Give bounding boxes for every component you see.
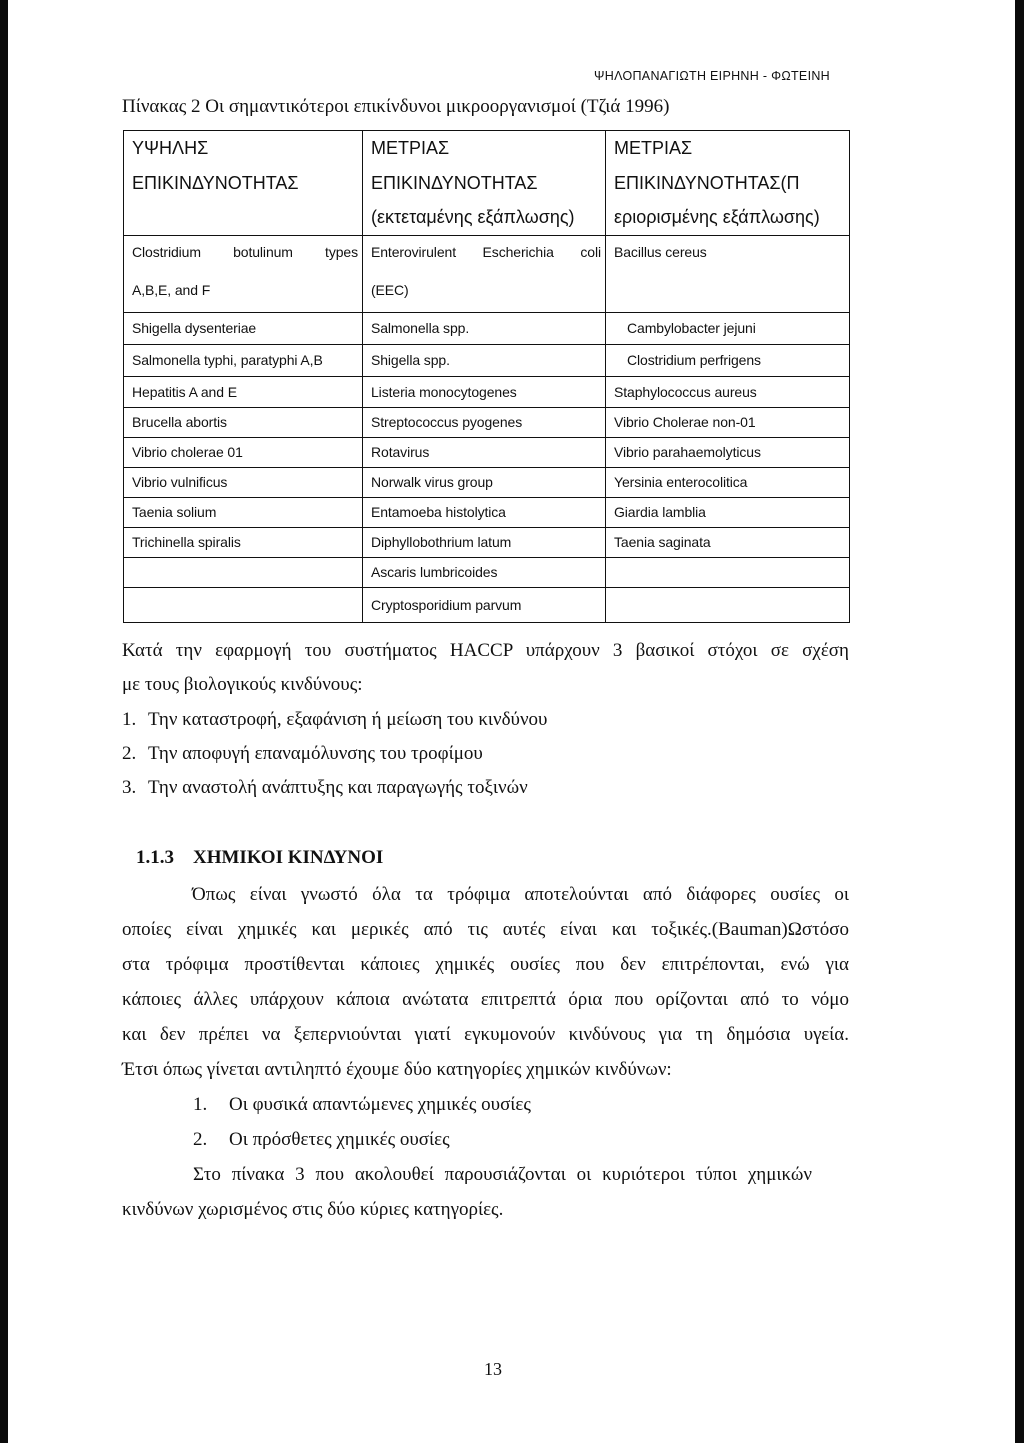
header-line: εριορισμένης εξάπλωσης): [614, 207, 820, 227]
table-cell: Vibrio vulnificus: [124, 467, 363, 497]
table-row: [124, 467, 850, 497]
header-line: ΥΨΗΛΗΣ: [132, 138, 209, 158]
table-cell: Cryptosporidium parvum: [363, 587, 606, 622]
table-cell: Hepatitis A and E: [124, 376, 363, 407]
table-cell: [606, 235, 850, 312]
paragraph-line: Όπως είναι γνωστό όλα τα τρόφιμα αποτελούνται από διάφορες ουσίες οι: [192, 883, 849, 905]
table-cell: [124, 235, 363, 312]
paragraph-line: οποίες είναι χημικές και μερικές από τις αυτές είναι και τοξικές.(Bauman)Ωστόσο: [122, 918, 849, 940]
list-text: Την αποφυγή επαναμόλυνσης του τροφίμου: [148, 742, 483, 764]
table-cell: Shigella spp.: [363, 344, 606, 376]
paragraph-line: κινδύνων χωρισμένος στις δύο κύριες κατηγορίες.: [122, 1199, 504, 1221]
table-cell: Yersinia enterocolitica: [606, 467, 850, 497]
list-number: 3.: [122, 777, 137, 799]
paragraph-line: στα τρόφιμα προστίθενται κάποιες χημικές ουσίες που δεν επιτρέπονται, ενώ για: [122, 953, 849, 975]
list-item: [122, 703, 849, 737]
section-heading: [136, 847, 383, 869]
table-row: [124, 587, 850, 622]
table-cell: Brucella abortis: [124, 407, 363, 437]
table-header-row: [124, 131, 850, 236]
table-cell: Entamoeba histolytica: [363, 497, 606, 527]
page-header-author: ΨΗΛΟΠΑΝΑΓΙΩΤΗ ΕΙΡΗΝΗ - ΦΩΤΕΙΝΗ: [594, 69, 831, 83]
section-title: ΧΗΜΙΚΟΙ ΚΙΝΔΥΝΟΙ: [193, 847, 384, 868]
header-line: ΕΠΙΚΙΝΔΥΝΟΤΗΤΑΣ: [371, 172, 538, 193]
scan-edge-right: [1015, 0, 1024, 1443]
cell-line: Bacillus cereus: [614, 243, 707, 260]
table-cell: Taenia saginata: [606, 527, 850, 557]
list-number: 1.: [193, 1094, 208, 1116]
table-row: [124, 344, 850, 376]
table-cell: Giardia lamblia: [606, 497, 850, 527]
table-cell: Staphylococcus aureus: [606, 376, 850, 407]
list-number: 1.: [122, 708, 137, 730]
paragraph-line: κάποιες άλλες υπάρχουν κάποια ανώτατα επιτρεπτά όρια που ορίζονται από το νόμο: [122, 988, 849, 1010]
table-cell: [606, 587, 850, 622]
paragraph-line: Έτσι όπως γίνεται αντιληπτό έχουμε δύο κατηγορίες χημικών κινδύνων:: [122, 1058, 672, 1080]
table-cell: Salmonella typhi, paratyphi A,B: [124, 344, 363, 376]
section-body: [122, 877, 849, 1228]
list-number: 2.: [193, 1129, 208, 1151]
header-line: ΕΠΙΚΙΝΔΥΝΟΤΗΤΑΣ(Π: [614, 172, 800, 193]
list-item: [122, 737, 849, 771]
header-high-risk: [124, 131, 363, 236]
table-cell: Salmonella spp.: [363, 312, 606, 344]
list-text: Την αναστολή ανάπτυξης και παραγωγής τοξινών: [148, 777, 528, 799]
table-row: [124, 437, 850, 467]
cell-lines: [132, 233, 360, 309]
list-number: 2.: [122, 742, 137, 764]
header-line: ΕΠΙΚΙΝΔΥΝΟΤΗΤΑΣ: [132, 172, 299, 193]
paragraph-line: με τους βιολογικούς κινδύνους:: [122, 674, 363, 696]
paragraph-line: Κατά την εφαρμογή του συστήματος HACCP υπάρχουν 3 βασικοί στόχοι σε σχέση: [122, 640, 849, 661]
table-cell: [124, 557, 363, 587]
table-cell: Rotavirus: [363, 437, 606, 467]
scan-edge-left: [0, 0, 8, 1443]
list-item: [122, 1087, 849, 1122]
list-text: Την καταστροφή, εξαφάνιση ή μείωση του κινδύνου: [148, 708, 548, 730]
cell-line: A,B,E, and F: [132, 281, 211, 298]
section-number: 1.1.3: [136, 847, 174, 868]
table-row: [124, 557, 850, 587]
list-text: Οι φυσικά απαντώμενες χημικές ουσίες: [229, 1094, 531, 1116]
table-cell: Shigella dysenteriae: [124, 312, 363, 344]
table-cell: Diphyllobothrium latum: [363, 527, 606, 557]
table-row: [124, 407, 850, 437]
list-item: [122, 1122, 849, 1157]
table-row: [124, 497, 850, 527]
table-cell: [124, 587, 363, 622]
haccp-goals-block: [122, 634, 849, 805]
table-cell: Vibrio Cholerae non-01: [606, 407, 850, 437]
cell-line: [614, 271, 847, 309]
header-line: (εκτεταμένης εξάπλωσης): [371, 207, 575, 227]
table-cell: Vibrio cholerae 01: [124, 437, 363, 467]
paragraph-line: Στο πίνακα 3 που ακολουθεί παρουσιάζονται οι κυριότεροι τύποι χημικών: [193, 1164, 812, 1186]
paragraph-line: και δεν πρέπει να ξεπερνιούνται γιατί εγκυμονούν κινδύνους για τη δημόσια υγεία.: [122, 1023, 849, 1045]
table-cell: Cambylobacter jejuni: [606, 312, 850, 344]
table-cell: [363, 235, 606, 312]
cell-line: Clostridium botulinum types: [132, 243, 358, 260]
table-row: [124, 312, 850, 344]
header-moderate-risk-limited: [606, 131, 850, 236]
list-text: Οι πρόσθετες χημικές ουσίες: [229, 1129, 450, 1151]
table-row: [124, 376, 850, 407]
cell-line: (EEC): [371, 281, 409, 298]
table-cell: Listeria monocytogenes: [363, 376, 606, 407]
cell-lines: [614, 233, 847, 309]
table-row: [124, 527, 850, 557]
table-cell: Clostridium perfrigens: [606, 344, 850, 376]
table-cell: Taenia solium: [124, 497, 363, 527]
table-cell: Vibrio parahaemolyticus: [606, 437, 850, 467]
page-number: 13: [484, 1359, 502, 1379]
table-cell: Ascaris lumbricoides: [363, 557, 606, 587]
table-cell: [606, 557, 850, 587]
header-moderate-risk-extensive: [363, 131, 606, 236]
table-cell: Streptococcus pyogenes: [363, 407, 606, 437]
header-line: ΜΕΤΡΙΑΣ: [614, 138, 693, 158]
list-item: [122, 771, 849, 805]
cell-line: Enterovirulent Escherichia coli: [371, 243, 601, 260]
cell-lines: [371, 233, 603, 309]
table-caption: Πίνακας 2 Οι σημαντικότεροι επικίνδυνοι μικροοργανισμοί (Τζιά 1996): [122, 96, 670, 117]
header-line: ΜΕΤΡΙΑΣ: [371, 138, 450, 158]
microorganism-risk-table: [123, 130, 850, 623]
table-row: [124, 235, 850, 312]
table-cell: Trichinella spiralis: [124, 527, 363, 557]
table-cell: Norwalk virus group: [363, 467, 606, 497]
